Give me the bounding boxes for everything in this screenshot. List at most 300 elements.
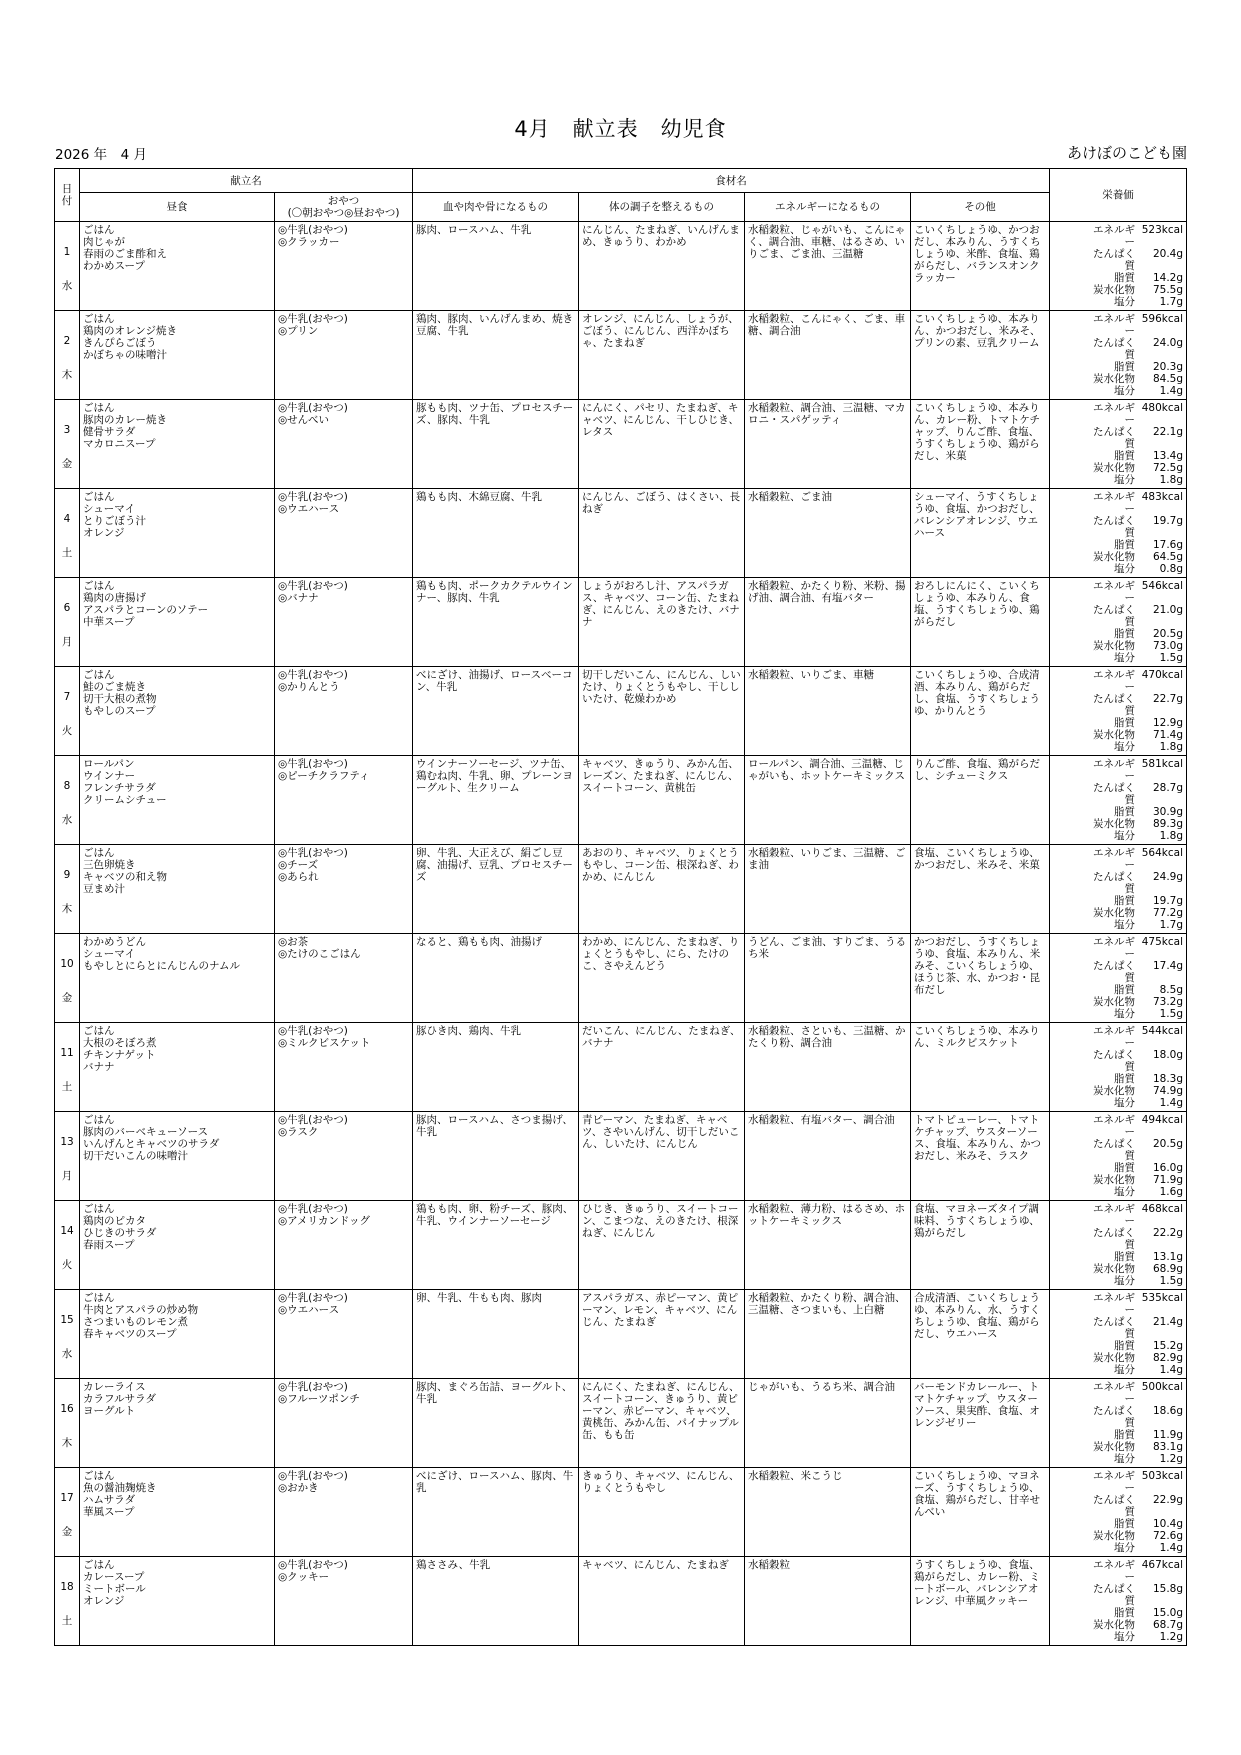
blood-cell: 豚肉、ロースハム、牛乳: [413, 222, 579, 311]
lunch-item: アスパラとコーンのソテー: [83, 604, 209, 616]
table-row: [55, 756, 1187, 845]
snack-cell: [275, 578, 413, 667]
nutrition-cell: [1050, 1468, 1187, 1557]
snack-item: ◎おかき: [278, 1482, 319, 1494]
nutrient-value: 20.3g: [1152, 361, 1183, 373]
lunch-cell: [80, 1290, 275, 1379]
lunch-item: シューマイ: [83, 503, 136, 515]
day-number: 11: [60, 1047, 74, 1059]
nutrition-cell: [1050, 667, 1187, 756]
nutrient-label: たんぱく質: [1093, 1049, 1135, 1073]
nutrient-value: 20.5g: [1152, 1138, 1183, 1150]
blood-cell: 豚肉、まぐろ缶詰、ヨーグルト、牛乳: [413, 1379, 579, 1468]
nutrient-value: 470kcal: [1141, 669, 1183, 681]
nutrient-value: 10.4g: [1152, 1518, 1183, 1530]
snack-item: ◎ピーチクラフティ: [278, 770, 370, 782]
nutrient-label: たんぱく質: [1093, 337, 1135, 361]
snack-item: ◎ウエハース: [278, 503, 340, 515]
day-number: 10: [60, 958, 74, 970]
nutrient-value: 523kcal: [1141, 224, 1183, 236]
lunch-item: ひじきのサラダ: [83, 1227, 157, 1239]
snack-cell: [275, 400, 413, 489]
nutrition-grid: [1053, 1203, 1183, 1287]
nutrient-label: 炭水化物: [1093, 462, 1135, 474]
nutrient-label: 脂質: [1114, 361, 1135, 373]
nutrition-grid: [1053, 1114, 1183, 1198]
lunch-item: 大根のそぼろ煮: [83, 1037, 157, 1049]
nutrient-value: 12.9g: [1152, 717, 1183, 729]
blood-cell: 鶏肉、豚肉、いんげんまめ、焼き豆腐、牛乳: [413, 311, 579, 400]
lunch-item: 切干だいこんの味噌汁: [83, 1150, 188, 1162]
snack-item: ◎牛乳(おやつ): [278, 1470, 348, 1482]
energy-cell: ロールパン、調合油、三温糖、じゃがいも、ホットケーキミックス: [745, 756, 911, 845]
lunch-item: 華風スープ: [83, 1506, 135, 1518]
nutrition-cell: [1050, 756, 1187, 845]
lunch-item: 牛肉とアスパラの炒め物: [83, 1304, 199, 1316]
snack-item: ◎プリン: [278, 325, 319, 337]
date-cell: [55, 756, 80, 845]
table-row: [55, 1290, 1187, 1379]
snack-item: ◎クラッカー: [278, 236, 340, 248]
nutrient-value: 1.7g: [1159, 296, 1183, 308]
lunch-item: 春キャベツのスープ: [83, 1328, 177, 1340]
nutrient-value: 544kcal: [1141, 1025, 1183, 1037]
nutrient-label: エネルギー: [1093, 1203, 1135, 1227]
nutrient-label: たんぱく質: [1093, 1494, 1135, 1518]
snack-item: ◎牛乳(おやつ): [278, 402, 348, 414]
snack-cell: [275, 934, 413, 1023]
nutrient-label: 塩分: [1114, 652, 1135, 664]
snack-item: ◎牛乳(おやつ): [278, 1292, 348, 1304]
nutrient-label: エネルギー: [1093, 669, 1135, 693]
snack-item: ◎たけのこごはん: [278, 948, 361, 960]
nutrition-grid: [1053, 224, 1183, 308]
nutrient-label: エネルギー: [1093, 1025, 1135, 1049]
nutrient-label: たんぱく質: [1093, 1316, 1135, 1340]
snack-cell: [275, 1112, 413, 1201]
energy-cell: じゃがいも、うるち米、調合油: [745, 1379, 911, 1468]
nutrition-grid: [1053, 313, 1183, 397]
lunch-item: わかめうどん: [83, 936, 146, 948]
lunch-item: 鶏肉のオレンジ焼き: [83, 325, 177, 337]
lunch-item: ごはん: [83, 1203, 115, 1215]
day-weekday: 木: [61, 903, 73, 915]
organization-name: あけぼのこども園: [1066, 144, 1187, 162]
nutrient-label: 炭水化物: [1093, 1619, 1135, 1631]
lunch-item: ごはん: [83, 224, 115, 236]
other-cell: こいくちしょうゆ、本みりん、カレー粉、トマトケチャップ、りんご酢、食塩、うすくちしょうゆ、鶏がらだし、米菓: [911, 400, 1050, 489]
day-number: 17: [60, 1492, 74, 1504]
lunch-cell: [80, 934, 275, 1023]
snack-cell: [275, 1201, 413, 1290]
nutrient-label: エネルギー: [1093, 224, 1135, 248]
energy-cell: うどん、ごま油、すりごま、うるち米: [745, 934, 911, 1023]
nutrient-value: 11.9g: [1152, 1429, 1183, 1441]
nutrient-label: エネルギー: [1093, 491, 1135, 515]
nutrient-label: エネルギー: [1093, 1292, 1135, 1316]
lunch-cell: [80, 756, 275, 845]
table-row: [55, 667, 1187, 756]
nutrient-label: 炭水化物: [1093, 1263, 1135, 1275]
lunch-item: ごはん: [83, 1470, 115, 1482]
body-cell: あおのり、キャベツ、りょくとうもやし、コーン缶、根深ねぎ、わかめ、にんじん: [579, 845, 745, 934]
nutrition-cell: [1050, 845, 1187, 934]
table-row: [55, 311, 1187, 400]
other-cell: こいくちしょうゆ、本みりん、かつおだし、米みそ、プリンの素、豆乳クリーム: [911, 311, 1050, 400]
nutrient-label: エネルギー: [1093, 847, 1135, 871]
nutrition-grid: [1053, 491, 1183, 575]
nutrient-label: エネルギー: [1093, 580, 1135, 604]
snack-item: ◎牛乳(おやつ): [278, 847, 348, 859]
nutrient-label: 塩分: [1114, 474, 1135, 486]
snack-item: ◎牛乳(おやつ): [278, 1559, 348, 1571]
date-cell: [55, 578, 80, 667]
other-cell: 食塩、マヨネーズタイプ調味料、うすくちしょうゆ、鶏がらだし: [911, 1201, 1050, 1290]
nutrition-grid: [1053, 402, 1183, 486]
energy-cell: 水稲穀粒、いりごま、三温糖、ごま油: [745, 845, 911, 934]
day-weekday: 月: [61, 636, 73, 648]
date-cell: [55, 1112, 80, 1201]
other-cell: りんご酢、食塩、鶏がらだし、シチューミクス: [911, 756, 1050, 845]
energy-cell: 水稲穀粒、薄力粉、はるさめ、ホットケーキミックス: [745, 1201, 911, 1290]
lunch-item: カレーライス: [83, 1381, 146, 1393]
body-cell: にんにく、たまねぎ、にんじん、スイートコーン、きゅうり、黄ピーマン、赤ピーマン、キャベツ、黄桃缶、みかん缶、パイナップル缶、もも缶: [579, 1379, 745, 1468]
nutrient-value: 19.7g: [1152, 515, 1183, 527]
nutrient-label: 塩分: [1114, 296, 1135, 308]
lunch-item: ごはん: [83, 1114, 115, 1126]
nutrition-cell: [1050, 222, 1187, 311]
nutrient-value: 18.0g: [1152, 1049, 1183, 1061]
snack-cell: [275, 311, 413, 400]
date-cell: [55, 1023, 80, 1112]
nutrient-value: 64.5g: [1152, 551, 1183, 563]
day-weekday: 水: [61, 280, 73, 292]
nutrient-label: 塩分: [1114, 1275, 1135, 1287]
nutrient-value: 535kcal: [1141, 1292, 1183, 1304]
nutrient-value: 1.2g: [1159, 1453, 1183, 1465]
snack-item: ◎ウエハース: [278, 1304, 340, 1316]
lunch-item: 肉じゃが: [83, 236, 125, 248]
lunch-item: カレースープ: [83, 1571, 145, 1583]
nutrient-label: たんぱく質: [1093, 871, 1135, 895]
snack-cell: [275, 1290, 413, 1379]
snack-cell: [275, 1379, 413, 1468]
body-cell: アスパラガス、赤ピーマン、黄ピーマン、レモン、キャベツ、にんじん、たまねぎ: [579, 1290, 745, 1379]
nutrient-label: 炭水化物: [1093, 284, 1135, 296]
nutrient-value: 22.7g: [1152, 693, 1183, 705]
date-cell: [55, 1557, 80, 1646]
nutrient-label: 脂質: [1114, 1340, 1135, 1352]
header-nutrition: 栄養価: [1050, 169, 1187, 222]
table-row: [55, 1468, 1187, 1557]
nutrient-label: 脂質: [1114, 984, 1135, 996]
lunch-item: 豚肉のカレー焼き: [83, 414, 167, 426]
energy-cell: 水稲穀粒、さといも、三温糖、かたくり粉、調合油: [745, 1023, 911, 1112]
nutrient-value: 77.2g: [1152, 907, 1183, 919]
nutrition-grid: [1053, 936, 1183, 1020]
day-weekday: 火: [61, 725, 73, 737]
lunch-item: 鶏肉の唐揚げ: [83, 592, 146, 604]
lunch-item: 春雨のごま酢和え: [83, 248, 167, 260]
snack-cell: [275, 1557, 413, 1646]
other-cell: うすくちしょうゆ、食塩、鶏がらだし、カレー粉、ミートボール、バレンシアオレンジ、中華風クッキー: [911, 1557, 1050, 1646]
lunch-item: ごはん: [83, 1559, 115, 1571]
lunch-item: 春雨スープ: [83, 1239, 135, 1251]
table-row: [55, 400, 1187, 489]
nutrient-label: 脂質: [1114, 1518, 1135, 1530]
lunch-item: もやしのスープ: [83, 705, 156, 717]
nutrient-label: 脂質: [1114, 717, 1135, 729]
nutrient-label: 塩分: [1114, 919, 1135, 931]
nutrient-value: 73.2g: [1152, 996, 1183, 1008]
nutrient-value: 1.4g: [1159, 1097, 1183, 1109]
snack-item: ◎牛乳(おやつ): [278, 580, 348, 592]
nutrient-label: たんぱく質: [1093, 960, 1135, 984]
table-row: [55, 578, 1187, 667]
blood-cell: 卵、牛乳、大正えび、絹ごし豆腐、油揚げ、豆乳、プロセスチーズ: [413, 845, 579, 934]
blood-cell: 鶏もも肉、ポークカクテルウインナー、豚肉、牛乳: [413, 578, 579, 667]
header-lunch: 昼食: [80, 193, 275, 222]
lunch-item: ヨーグルト: [83, 1405, 136, 1417]
date-cell: [55, 222, 80, 311]
nutrient-label: 炭水化物: [1093, 1174, 1135, 1186]
nutrient-label: エネルギー: [1093, 1559, 1135, 1583]
nutrient-value: 480kcal: [1141, 402, 1183, 414]
menu-body: [55, 222, 1187, 1646]
energy-cell: 水稲穀粒、ごま油: [745, 489, 911, 578]
snack-item: ◎ラスク: [278, 1126, 319, 1138]
nutrient-value: 500kcal: [1141, 1381, 1183, 1393]
nutrient-value: 596kcal: [1141, 313, 1183, 325]
body-cell: きゅうり、キャベツ、にんじん、りょくとうもやし: [579, 1468, 745, 1557]
nutrient-value: 18.3g: [1152, 1073, 1183, 1085]
table-row: [55, 1379, 1187, 1468]
nutrient-value: 1.5g: [1159, 1275, 1183, 1287]
nutrient-value: 24.9g: [1152, 871, 1183, 883]
snack-item: ◎牛乳(おやつ): [278, 1203, 348, 1215]
nutrient-value: 24.0g: [1152, 337, 1183, 349]
nutrition-grid: [1053, 1292, 1183, 1376]
body-cell: 青ピーマン、たまねぎ、キャベツ、さやいんげん、切干しだいこん、しいたけ、にんじん: [579, 1112, 745, 1201]
blood-cell: 豚もも肉、ツナ缶、プロセスチーズ、豚肉、牛乳: [413, 400, 579, 489]
lunch-cell: [80, 1112, 275, 1201]
lunch-item: ごはん: [83, 580, 115, 592]
nutrient-value: 494kcal: [1141, 1114, 1183, 1126]
day-number: 8: [63, 780, 71, 792]
nutrient-value: 503kcal: [1141, 1470, 1183, 1482]
table-row: [55, 1557, 1187, 1646]
nutrient-value: 546kcal: [1141, 580, 1183, 592]
nutrient-label: たんぱく質: [1093, 426, 1135, 450]
header-ingredients: 食材名: [413, 169, 1050, 193]
nutrient-value: 1.8g: [1159, 741, 1183, 753]
nutrient-value: 1.5g: [1159, 652, 1183, 664]
nutrient-value: 21.4g: [1152, 1316, 1183, 1328]
snack-cell: [275, 1468, 413, 1557]
nutrient-label: 炭水化物: [1093, 1352, 1135, 1364]
day-number: 9: [63, 869, 71, 881]
nutrient-label: 脂質: [1114, 450, 1135, 462]
header-other: その他: [911, 193, 1050, 222]
snack-item: ◎牛乳(おやつ): [278, 758, 348, 770]
other-cell: 食塩、こいくちしょうゆ、かつおだし、米みそ、米菓: [911, 845, 1050, 934]
nutrient-label: 炭水化物: [1093, 1530, 1135, 1542]
nutrient-label: たんぱく質: [1093, 1227, 1135, 1251]
day-number: 6: [63, 602, 71, 614]
snack-item: ◎牛乳(おやつ): [278, 1025, 348, 1037]
nutrient-label: 塩分: [1114, 1542, 1135, 1554]
other-cell: こいくちしょうゆ、本みりん、ミルクビスケット: [911, 1023, 1050, 1112]
nutrient-label: エネルギー: [1093, 936, 1135, 960]
snack-item: ◎牛乳(おやつ): [278, 224, 348, 236]
date-cell: [55, 1290, 80, 1379]
nutrient-value: 1.5g: [1159, 1008, 1183, 1020]
nutrient-label: 塩分: [1114, 830, 1135, 842]
date-cell: [55, 311, 80, 400]
body-cell: しょうがおろし汁、アスパラガス、キャベツ、コーン缶、たまねぎ、にんじん、えのきたけ、バナナ: [579, 578, 745, 667]
nutrition-grid: [1053, 1381, 1183, 1465]
snack-item: ◎チーズ: [278, 859, 319, 871]
nutrient-label: 塩分: [1114, 563, 1135, 575]
other-cell: バーモンドカレールー、トマトケチャップ、ウスターソース、果実酢、食塩、オレンジゼリー: [911, 1379, 1050, 1468]
header-energy: エネルギーになるもの: [745, 193, 911, 222]
day-weekday: 土: [61, 1081, 73, 1093]
nutrient-label: 炭水化物: [1093, 640, 1135, 652]
lunch-item: マカロニスープ: [83, 438, 156, 450]
nutrient-value: 0.8g: [1159, 563, 1183, 575]
day-weekday: 金: [61, 1526, 73, 1538]
other-cell: こいくちしょうゆ、マヨネーズ、うすくちしょうゆ、食塩、鶏がらだし、甘辛せんべい: [911, 1468, 1050, 1557]
body-cell: にんじん、ごぼう、はくさい、長ねぎ: [579, 489, 745, 578]
nutrient-label: 塩分: [1114, 385, 1135, 397]
nutrient-value: 73.0g: [1152, 640, 1183, 652]
blood-cell: なると、鶏もも肉、油揚げ: [413, 934, 579, 1023]
lunch-item: 中華スープ: [83, 616, 135, 628]
snack-item: ◎かりんとう: [278, 681, 340, 693]
lunch-item: フレンチサラダ: [83, 782, 156, 794]
energy-cell: 水稲穀粒、かたくり粉、調合油、三温糖、さつまいも、上白糖: [745, 1290, 911, 1379]
nutrient-value: 14.2g: [1152, 272, 1183, 284]
day-number: 14: [60, 1225, 74, 1237]
nutrient-value: 82.9g: [1152, 1352, 1183, 1364]
nutrition-cell: [1050, 578, 1187, 667]
nutrient-label: 塩分: [1114, 741, 1135, 753]
nutrient-label: 炭水化物: [1093, 373, 1135, 385]
lunch-item: 三色卵焼き: [83, 859, 136, 871]
other-cell: かつおだし、うすくちしょうゆ、食塩、本みりん、米みそ、こいくちしょうゆ、ほうじ茶、水、かつお・昆布だし: [911, 934, 1050, 1023]
nutrient-label: たんぱく質: [1093, 515, 1135, 539]
lunch-item: バナナ: [83, 1061, 115, 1073]
nutrient-value: 1.7g: [1159, 919, 1183, 931]
nutrient-value: 83.1g: [1152, 1441, 1183, 1453]
table-row: [55, 1112, 1187, 1201]
lunch-item: ごはん: [83, 491, 115, 503]
other-cell: トマトピューレー、トマトケチャップ、ウスターソース、食塩、本みりん、かつおだし、米みそ、ラスク: [911, 1112, 1050, 1201]
nutrient-value: 483kcal: [1141, 491, 1183, 503]
energy-cell: 水稲穀粒、いりごま、車糖: [745, 667, 911, 756]
day-weekday: 金: [61, 992, 73, 1004]
date-cell: [55, 1468, 80, 1557]
body-cell: 切干しだいこん、にんじん、しいたけ、りょくとうもやし、干ししいたけ、乾燥わかめ: [579, 667, 745, 756]
blood-cell: べにざけ、油揚げ、ロースベーコン、牛乳: [413, 667, 579, 756]
table-row: [55, 222, 1187, 311]
nutrient-label: 塩分: [1114, 1631, 1135, 1643]
nutrient-label: 脂質: [1114, 272, 1135, 284]
lunch-cell: [80, 311, 275, 400]
nutrient-label: 塩分: [1114, 1008, 1135, 1020]
day-number: 18: [60, 1581, 74, 1593]
nutrient-label: 炭水化物: [1093, 907, 1135, 919]
nutrition-grid: [1053, 847, 1183, 931]
snack-item: ◎牛乳(おやつ): [278, 313, 348, 325]
nutrient-label: 炭水化物: [1093, 818, 1135, 830]
table-row: [55, 934, 1187, 1023]
nutrient-label: エネルギー: [1093, 313, 1135, 337]
energy-cell: 水稲穀粒、調合油、三温糖、マカロニ・スパゲッティ: [745, 400, 911, 489]
nutrient-value: 84.5g: [1152, 373, 1183, 385]
body-cell: ひじき、きゅうり、スイートコーン、こまつな、えのきたけ、根深ねぎ、にんじん: [579, 1201, 745, 1290]
nutrient-value: 72.6g: [1152, 1530, 1183, 1542]
nutrient-value: 30.9g: [1152, 806, 1183, 818]
nutrient-value: 1.2g: [1159, 1631, 1183, 1643]
lunch-cell: [80, 667, 275, 756]
nutrition-grid: [1053, 758, 1183, 842]
nutrient-label: 塩分: [1114, 1097, 1135, 1109]
snack-cell: [275, 1023, 413, 1112]
header-body: 体の調子を整えるもの: [579, 193, 745, 222]
nutrient-label: たんぱく質: [1093, 782, 1135, 806]
date-cell: [55, 667, 80, 756]
lunch-cell: [80, 489, 275, 578]
nutrient-label: 脂質: [1114, 895, 1135, 907]
lunch-cell: [80, 1468, 275, 1557]
lunch-item: キャベツの和え物: [83, 871, 167, 883]
blood-cell: 鶏もも肉、卵、粉チーズ、豚肉、牛乳、ウインナーソーセージ: [413, 1201, 579, 1290]
nutrient-value: 581kcal: [1141, 758, 1183, 770]
nutrition-cell: [1050, 1557, 1187, 1646]
energy-cell: 水稲穀粒、じゃがいも、こんにゃく、調合油、車糖、はるさめ、いりごま、ごま油、三温糖: [745, 222, 911, 311]
nutrient-value: 468kcal: [1141, 1203, 1183, 1215]
nutrition-grid: [1053, 1025, 1183, 1109]
nutrient-value: 19.7g: [1152, 895, 1183, 907]
lunch-cell: [80, 845, 275, 934]
day-weekday: 木: [61, 1437, 73, 1449]
day-number: 1: [63, 246, 71, 258]
lunch-item: ごはん: [83, 313, 115, 325]
nutrient-value: 68.7g: [1152, 1619, 1183, 1631]
lunch-item: オレンジ: [83, 527, 125, 539]
snack-cell: [275, 756, 413, 845]
day-weekday: 金: [61, 458, 73, 470]
nutrient-label: 炭水化物: [1093, 1085, 1135, 1097]
lunch-item: ごはん: [83, 847, 115, 859]
blood-cell: ウインナーソーセージ、ツナ缶、鶏むね肉、牛乳、卵、プレーンヨーグルト、生クリーム: [413, 756, 579, 845]
nutrient-label: 塩分: [1114, 1186, 1135, 1198]
blood-cell: 豚ひき肉、鶏肉、牛乳: [413, 1023, 579, 1112]
lunch-cell: [80, 222, 275, 311]
nutrient-label: 脂質: [1114, 1429, 1135, 1441]
snack-item: ◎バナナ: [278, 592, 319, 604]
lunch-item: チキンナゲット: [83, 1049, 156, 1061]
lunch-item: ごはん: [83, 1025, 115, 1037]
nutrient-value: 15.0g: [1152, 1607, 1183, 1619]
table-row: [55, 1023, 1187, 1112]
other-cell: シューマイ、うすくちしょうゆ、食塩、かつおだし、バレンシアオレンジ、ウエハース: [911, 489, 1050, 578]
table-row: [55, 489, 1187, 578]
nutrition-cell: [1050, 1023, 1187, 1112]
lunch-item: シューマイ: [83, 948, 136, 960]
body-cell: キャベツ、にんじん、たまねぎ: [579, 1557, 745, 1646]
